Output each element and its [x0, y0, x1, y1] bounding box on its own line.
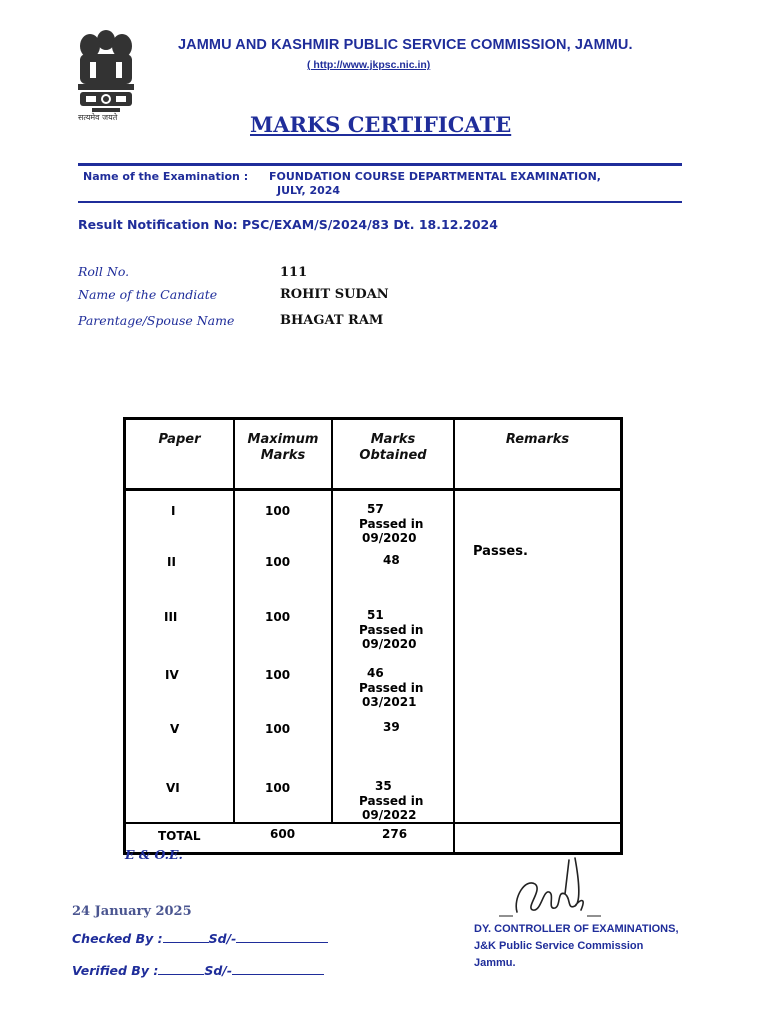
page-title: MARKS CERTIFICATE [250, 112, 512, 137]
total-label: TOTAL [158, 829, 201, 843]
divider-bottom [78, 201, 682, 203]
state-emblem-icon [70, 26, 142, 122]
name-value: ROHIT SUDAN [280, 287, 389, 302]
verified-by-line [72, 962, 324, 978]
obtained-3 [359, 608, 423, 652]
paper-4: IV [165, 668, 179, 682]
total-obtained-cell [332, 823, 454, 854]
obtained-2-value: 48 [383, 553, 400, 567]
total-max-cell [234, 823, 332, 854]
total-row [125, 823, 622, 854]
exam-value-line1: FOUNDATION COURSE DEPARTMENTAL EXAMINATION, [269, 170, 601, 183]
signature-image [495, 850, 610, 920]
paper-5: V [170, 722, 180, 736]
header-maximum-marks [234, 419, 332, 490]
header-max-line2: Marks [260, 448, 306, 463]
obtained-3-value: 51 [367, 608, 384, 622]
header-max-line1: Maximum [247, 432, 319, 447]
paper-2: II [167, 555, 176, 569]
paper-6: VI [166, 781, 180, 795]
obtained-5-value: 39 [383, 720, 400, 734]
paper-column [125, 490, 235, 824]
exam-label: Name of the Examination : [83, 170, 249, 183]
marks-table [123, 417, 623, 855]
obtained-4-value: 46 [367, 666, 384, 680]
obtained-1-value: 57 [367, 502, 384, 516]
header-paper: Paper [125, 419, 235, 490]
max-5: 100 [265, 722, 291, 736]
max-4: 100 [265, 668, 291, 682]
name-label: Name of the Candiate [78, 287, 218, 302]
checked-by-line [72, 930, 328, 946]
max-marks-column [234, 490, 332, 824]
roll-label: Roll No. [78, 264, 130, 279]
controller-city: Jammu. [474, 957, 516, 969]
header-obt-line1: Marks [370, 432, 416, 447]
max-2: 100 [265, 555, 291, 569]
organization-name: JAMMU AND KASHMIR PUBLIC SERVICE COMMISSION, JAMMU. [178, 37, 633, 53]
obtained-3-note1: Passed in [359, 622, 424, 637]
emblem-motto: सत्यमेव जयते [78, 113, 118, 122]
obtained-6-note1: Passed in [359, 793, 424, 808]
obtained-1 [359, 502, 423, 546]
website-link[interactable]: ( http://www.jkpsc.nic.in) [307, 59, 431, 71]
issue-date: 24 January 2025 [72, 904, 192, 919]
checked-by-sd: Sd/- [208, 931, 237, 946]
checked-by-label: Checked By : [72, 931, 163, 946]
table-header-row [125, 419, 622, 490]
obtained-3-note2: 09/2020 [362, 637, 417, 651]
parentage-label: Parentage/Spouse Name [78, 313, 235, 328]
verified-by-label: Verified By : [72, 963, 159, 978]
marks-obtained-column [332, 490, 454, 824]
total-obtained: 276 [382, 827, 408, 841]
controller-title: DY. CONTROLLER OF EXAMINATIONS, [474, 923, 679, 935]
max-1: 100 [265, 504, 291, 518]
parentage-value: BHAGAT RAM [280, 313, 384, 328]
max-6: 100 [265, 781, 291, 795]
obtained-6-note2: 09/2022 [362, 808, 417, 822]
header-remarks: Remarks [454, 419, 622, 490]
obtained-1-note2: 09/2020 [362, 531, 417, 545]
controller-org: J&K Public Service Commission [474, 940, 644, 952]
obtained-1-note1: Passed in [359, 516, 424, 531]
obtained-6 [359, 779, 423, 823]
roll-value: 111 [280, 265, 308, 280]
table-body-row [125, 490, 622, 824]
header-obt-line2: Obtained [359, 448, 427, 463]
header-marks-obtained [332, 419, 454, 490]
obtained-4 [359, 666, 423, 710]
verified-by-sd: Sd/- [204, 963, 233, 978]
paper-1: I [171, 504, 176, 518]
exam-value [269, 170, 601, 198]
errors-omissions-note: E & O.E. [125, 847, 183, 862]
controller-block [474, 921, 679, 972]
total-max: 600 [270, 827, 296, 841]
total-remarks-cell [454, 823, 622, 854]
obtained-4-note2: 03/2021 [362, 695, 417, 709]
exam-value-line2: JULY, 2024 [277, 184, 341, 197]
divider-top [78, 163, 682, 166]
paper-3: III [164, 610, 178, 624]
obtained-4-note1: Passed in [359, 680, 424, 695]
result-notification: Result Notification No: PSC/EXAM/S/2024/83 Dt. 18.12.2024 [78, 217, 498, 232]
remarks-text: Passes. [473, 544, 528, 559]
remarks-column [454, 490, 622, 824]
max-3: 100 [265, 610, 291, 624]
obtained-6-value: 35 [375, 779, 392, 793]
